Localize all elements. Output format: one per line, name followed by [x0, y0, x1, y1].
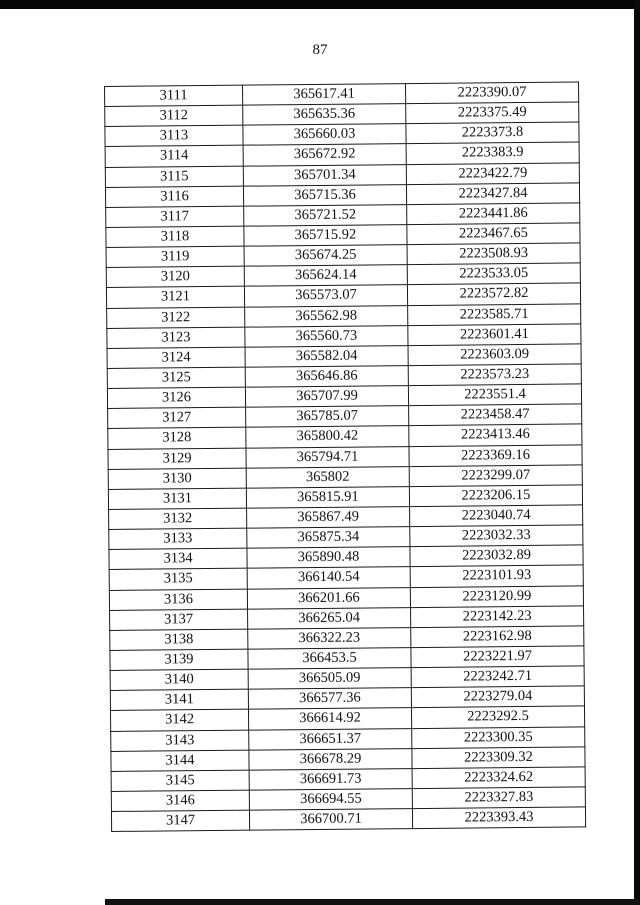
coordinates-table-body [105, 82, 586, 832]
x-coordinate-cell: 365660.03 [243, 124, 406, 146]
x-coordinate-cell: 365672.92 [243, 144, 406, 166]
point-number-cell: 3118 [106, 226, 244, 247]
x-coordinate-cell: 365715.36 [243, 184, 406, 206]
y-coordinate-cell: 2223142.23 [411, 606, 584, 628]
y-coordinate-cell: 2223327.83 [412, 787, 585, 809]
point-number-cell: 3133 [109, 528, 247, 549]
x-coordinate-cell: 365635.36 [243, 104, 406, 126]
coordinates-table [104, 81, 586, 832]
y-coordinate-cell: 2223467.65 [407, 223, 580, 245]
y-coordinate-cell: 2223601.41 [408, 324, 581, 346]
point-number-cell: 3121 [106, 287, 244, 308]
x-coordinate-cell: 365890.48 [247, 547, 410, 569]
y-coordinate-cell: 2223292.5 [411, 706, 584, 728]
point-number-cell: 3135 [109, 569, 247, 590]
point-number-cell: 3138 [110, 629, 248, 650]
x-coordinate-cell: 366201.66 [247, 587, 410, 609]
y-coordinate-cell: 2223375.49 [406, 102, 579, 124]
x-coordinate-cell: 366691.73 [249, 768, 412, 790]
point-number-cell: 3115 [105, 166, 243, 187]
x-coordinate-cell: 366651.37 [249, 728, 412, 750]
x-coordinate-cell: 365624.14 [244, 265, 407, 287]
point-number-cell: 3124 [107, 347, 245, 368]
point-number-cell: 3116 [105, 186, 243, 207]
y-coordinate-cell: 2223206.15 [409, 485, 582, 507]
x-coordinate-cell: 365867.49 [247, 507, 410, 529]
point-number-cell: 3128 [108, 428, 246, 449]
y-coordinate-cell: 2223032.89 [410, 545, 583, 567]
x-coordinate-cell: 366700.71 [249, 809, 412, 831]
point-number-cell: 3145 [111, 770, 249, 791]
y-coordinate-cell: 2223032.33 [410, 525, 583, 547]
y-coordinate-cell: 2223279.04 [411, 686, 584, 708]
point-number-cell: 3134 [109, 548, 247, 569]
y-coordinate-cell: 2223393.43 [412, 807, 585, 829]
scan-border-top [0, 0, 640, 9]
point-number-cell: 3113 [105, 125, 243, 146]
point-number-cell: 3139 [110, 649, 248, 670]
point-number-cell: 3114 [105, 146, 243, 167]
x-coordinate-cell: 365800.42 [246, 426, 409, 448]
y-coordinate-cell: 2223508.93 [407, 243, 580, 265]
point-number-cell: 3119 [106, 246, 244, 267]
x-coordinate-cell: 365573.07 [244, 285, 407, 307]
x-coordinate-cell: 366140.54 [247, 567, 410, 589]
y-coordinate-cell: 2223422.79 [406, 163, 579, 185]
y-coordinate-cell: 2223221.97 [411, 646, 584, 668]
y-coordinate-cell: 2223299.07 [409, 465, 582, 487]
x-coordinate-cell: 365582.04 [245, 345, 408, 367]
y-coordinate-cell: 2223413.46 [409, 424, 582, 446]
point-number-cell: 3122 [107, 307, 245, 328]
x-coordinate-cell: 366322.23 [248, 627, 411, 649]
point-number-cell: 3117 [106, 206, 244, 227]
x-coordinate-cell: 365815.91 [246, 486, 409, 508]
point-number-cell: 3111 [105, 85, 243, 106]
point-number-cell: 3146 [111, 790, 249, 811]
y-coordinate-cell: 2223162.98 [411, 626, 584, 648]
scan-border-bottom [105, 899, 640, 905]
y-coordinate-cell: 2223120.99 [410, 585, 583, 607]
point-number-cell: 3143 [111, 730, 249, 751]
x-coordinate-cell: 365785.07 [246, 406, 409, 428]
x-coordinate-cell: 365701.34 [243, 164, 406, 186]
point-number-cell: 3137 [110, 609, 248, 630]
x-coordinate-cell: 365617.41 [242, 84, 405, 106]
y-coordinate-cell: 2223101.93 [410, 565, 583, 587]
y-coordinate-cell: 2223373.8 [406, 122, 579, 144]
x-coordinate-cell: 365674.25 [244, 245, 407, 267]
x-coordinate-cell: 366505.09 [248, 668, 411, 690]
y-coordinate-cell: 2223383.9 [406, 142, 579, 164]
table-row [111, 807, 585, 832]
point-number-cell: 3141 [110, 689, 248, 710]
point-number-cell: 3140 [110, 669, 248, 690]
y-coordinate-cell: 2223551.4 [408, 384, 581, 406]
y-coordinate-cell: 2223390.07 [405, 82, 578, 104]
x-coordinate-cell: 366453.5 [248, 648, 411, 670]
page-number: 87 [312, 42, 328, 58]
y-coordinate-cell: 2223573.23 [408, 364, 581, 386]
y-coordinate-cell: 2223458.47 [409, 404, 582, 426]
x-coordinate-cell: 366614.92 [248, 708, 411, 730]
point-number-cell: 3136 [109, 589, 247, 610]
x-coordinate-cell: 365715.92 [244, 225, 407, 247]
x-coordinate-cell: 365875.34 [247, 527, 410, 549]
x-coordinate-cell: 365802 [246, 466, 409, 488]
y-coordinate-cell: 2223572.82 [407, 283, 580, 305]
x-coordinate-cell: 365794.71 [246, 446, 409, 468]
x-coordinate-cell: 365562.98 [245, 305, 408, 327]
point-number-cell: 3125 [107, 367, 245, 388]
y-coordinate-cell: 2223585.71 [408, 303, 581, 325]
point-number-cell: 3147 [111, 810, 249, 831]
y-coordinate-cell: 2223369.16 [409, 444, 582, 466]
scan-border-right [634, 0, 640, 905]
y-coordinate-cell: 2223427.84 [406, 183, 579, 205]
x-coordinate-cell: 365560.73 [245, 325, 408, 347]
y-coordinate-cell: 2223242.71 [411, 666, 584, 688]
x-coordinate-cell: 365646.86 [245, 366, 408, 388]
x-coordinate-cell: 366694.55 [249, 788, 412, 810]
x-coordinate-cell: 366678.29 [249, 748, 412, 770]
point-number-cell: 3132 [109, 508, 247, 529]
point-number-cell: 3142 [110, 710, 248, 731]
point-number-cell: 3120 [106, 266, 244, 287]
point-number-cell: 3127 [108, 407, 246, 428]
point-number-cell: 3123 [107, 327, 245, 348]
point-number-cell: 3112 [105, 105, 243, 126]
x-coordinate-cell: 365707.99 [245, 386, 408, 408]
point-number-cell: 3144 [111, 750, 249, 771]
y-coordinate-cell: 2223309.32 [412, 747, 585, 769]
coordinates-table-container [104, 81, 585, 832]
point-number-cell: 3131 [108, 488, 246, 509]
y-coordinate-cell: 2223441.86 [407, 203, 580, 225]
point-number-cell: 3130 [108, 468, 246, 489]
y-coordinate-cell: 2223040.74 [410, 505, 583, 527]
y-coordinate-cell: 2223300.35 [412, 726, 585, 748]
x-coordinate-cell: 366265.04 [248, 607, 411, 629]
point-number-cell: 3129 [108, 448, 246, 469]
y-coordinate-cell: 2223603.09 [408, 344, 581, 366]
point-number-cell: 3126 [107, 387, 245, 408]
x-coordinate-cell: 365721.52 [244, 204, 407, 226]
y-coordinate-cell: 2223533.05 [407, 263, 580, 285]
x-coordinate-cell: 366577.36 [248, 688, 411, 710]
y-coordinate-cell: 2223324.62 [412, 767, 585, 789]
